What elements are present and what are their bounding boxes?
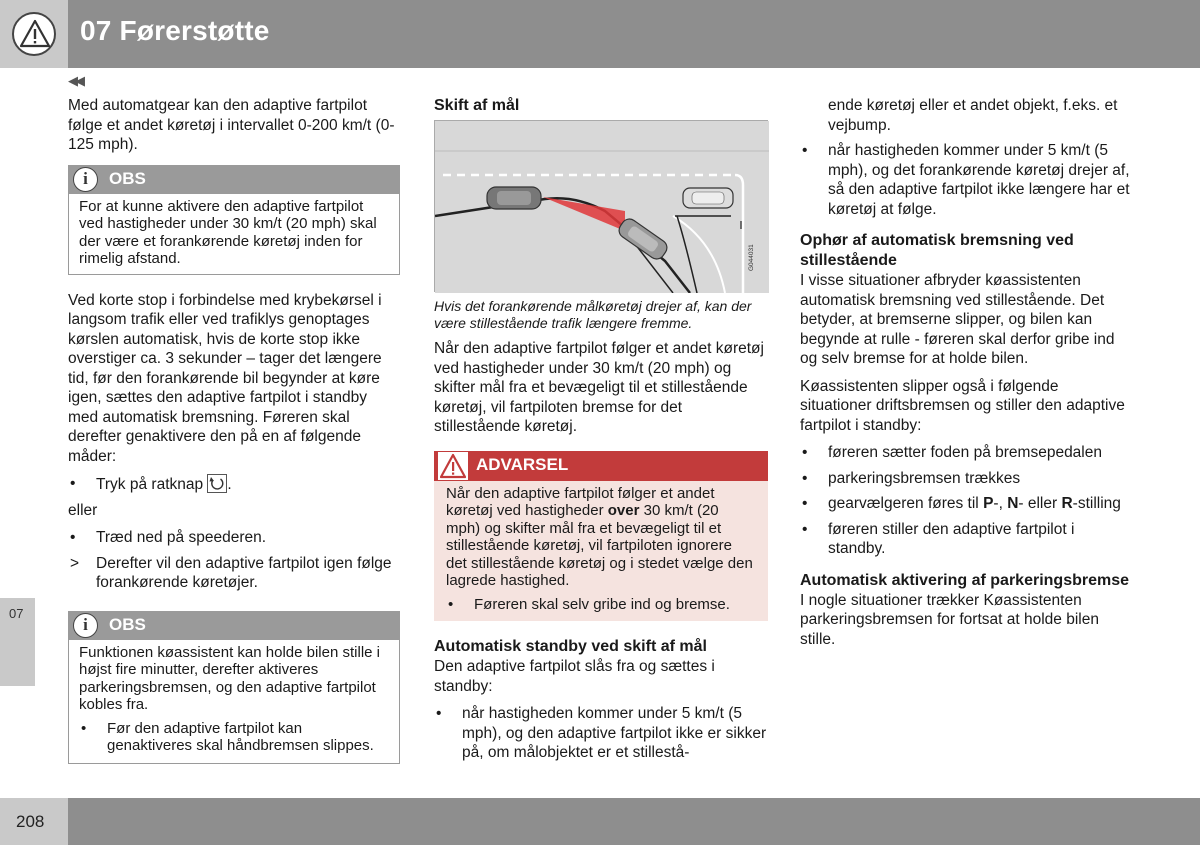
list-item-text: Træd ned på speederen. <box>96 529 267 546</box>
list-item-text: føreren stiller den adaptive fartpilot i standby. <box>828 520 1075 557</box>
continued-marker: ◀◀ <box>68 73 82 88</box>
side-tab-label: 07 <box>9 606 24 621</box>
obs-header <box>69 612 399 640</box>
figure-code: G044031 <box>748 244 755 271</box>
paragraph: Ved korte stop i forbindelse med krybekørsel i langsom trafik eller ved trafiklys genoptages kørslen automatisk, hvis de korte stop ikke overstiger ca. 3 sekunder – tager det længere tid, før den forankørende bil begynder at køre igen, sættes den adaptive fartpilot i standby med automatisk bremsning. Føreren skal derefter genaktivere den på en af følgende måder: <box>68 291 382 465</box>
eller-text: eller <box>68 501 98 519</box>
column-2 <box>434 96 768 769</box>
obs-box-1 <box>68 165 400 275</box>
bullet-dot-icon: • <box>802 495 808 512</box>
warning-text-bold: over <box>607 502 640 519</box>
obs-text: Funktionen køassistent kan holde bilen stille i højst fire minutter, derefter aktiveres parkeringsbremsen, og den adaptive fartpilot kobles fra. <box>79 643 380 713</box>
bullet-dot-icon: • <box>802 520 808 538</box>
bullet-dot-icon: • <box>802 444 808 461</box>
resume-button-icon <box>207 474 227 493</box>
warning-text <box>446 485 756 590</box>
warning-title: ADVARSEL <box>476 454 569 474</box>
bullet-dot-icon: • <box>436 705 442 722</box>
section-heading: Skift af mål <box>434 97 520 114</box>
obs-title: OBS <box>109 168 146 188</box>
obs-text: For at kunne aktivere den adaptive fartpilot ved hastigheder under 30 km/t (20 mph) skal der være et forankørende køretøj inden for rimelig afstand. <box>79 197 377 267</box>
list-item <box>800 141 1134 219</box>
header-icon-area <box>0 0 68 68</box>
list-item <box>800 520 1134 559</box>
info-icon: i <box>73 613 98 638</box>
chapter-side-tab <box>0 598 35 686</box>
list-item <box>68 554 400 593</box>
list-item <box>800 494 1134 514</box>
warning-header <box>434 451 768 481</box>
warning-box <box>434 451 768 622</box>
warning-triangle-icon <box>438 452 468 480</box>
warning-text-part: 30 km/t (20 mph) og skifter mål fra et bevægeligt til et stillestående køretøj, vil fartpiloten ignorere det stillestående køretøj og i stedet vælge den lagrede hastighed. <box>446 502 753 589</box>
obs-title: OBS <box>109 614 146 634</box>
bullet-dot-icon: • <box>802 142 808 159</box>
section-heading: Automatisk standby ved skift af mål <box>434 638 707 655</box>
list-item <box>68 474 400 495</box>
list-item-text: når hastigheden kommer under 5 km/t (5 mph), og den adaptive fartpilot ikke er sikker på, om målobjektet er et stillestå- <box>462 705 767 761</box>
paragraph: Køassistenten slipper også i følgende situationer driftsbremsen og stiller den adaptive fartpilot i standby: <box>800 377 1125 434</box>
list-item-text: Tryk på ratknap <box>96 476 204 493</box>
list-item <box>68 528 400 548</box>
page-number: 208 <box>16 812 45 831</box>
chapter-title: 07 Førerstøtte <box>80 15 270 46</box>
obs-box-2 <box>68 611 400 764</box>
bullet-dot-icon: • <box>70 529 76 546</box>
bullet-dot-icon: • <box>81 719 87 737</box>
obs-header <box>69 166 399 194</box>
list-item <box>800 469 1134 489</box>
list-item-text: gearvælgeren føres til P-, N- eller R-stilling <box>828 495 1121 512</box>
list-item-continued <box>800 96 1134 135</box>
figure-caption: Hvis det forankørende målkøretøj drejer af, kan der være stillestående trafik længere fremme. <box>434 298 752 331</box>
column-3 <box>800 96 1134 657</box>
paragraph: Den adaptive fartpilot slås fra og sættes i standby: <box>434 658 715 695</box>
page-footer <box>0 798 1200 845</box>
list-item-text: Før den adaptive fartpilot kan genaktiveres skal håndbremsen slippes. <box>107 719 374 754</box>
paragraph: I nogle situationer trækker Køassistenten parkeringsbremsen for fortsat at holde bilen stille. <box>800 591 1099 648</box>
paragraph: I visse situationer afbryder køassistenten automatisk bremsning ved stillestående. Det betyder, at bremserne slipper, og bilen kan begynde at rulle - føreren skal derfor gribe ind og selv bremse for at holde bilen. <box>800 272 1115 367</box>
section-heading: Automatisk aktivering af parkeringsbremse <box>800 571 1130 589</box>
list-item-end: . <box>227 476 232 493</box>
bullet-dot-icon: • <box>70 475 76 492</box>
warning-text-part: Når den adaptive fartpilot følger et andet køretøj ved hastigheder <box>446 484 715 519</box>
list-item-text: ende køretøj eller et andet objekt, f.eks. et vejbump. <box>828 97 1118 134</box>
bullet-dot-icon: • <box>802 469 808 487</box>
list-item <box>79 720 389 755</box>
info-icon: i <box>73 167 98 192</box>
intro-paragraph: Med automatgear kan den adaptive fartpilot følge et andet køretøj i intervallet 0-200 km/t (0-125 mph). <box>68 97 395 153</box>
result-arrow-icon: > <box>70 554 80 572</box>
list-item-text: føreren sætter foden på bremsepedalen <box>828 444 1102 461</box>
list-item <box>800 443 1134 463</box>
column-1 <box>68 96 400 780</box>
bullet-dot-icon: • <box>448 595 454 613</box>
target-change-illustration <box>434 120 768 292</box>
section-heading: Ophør af automatisk bremsning ved stillestående <box>800 232 1074 269</box>
list-item <box>446 596 756 614</box>
list-item-text: Derefter vil den adaptive fartpilot igen følge forankørende køretøjer. <box>96 554 392 591</box>
list-item-text: parkeringsbremsen trækkes <box>828 469 1021 487</box>
paragraph: Når den adaptive fartpilot følger et andet køretøj ved hastigheder under 30 km/t (20 mph) og skifter mål fra et bevægeligt til et stillestående køretøj, vil fartpiloten bremse for det stillestående køretøj. <box>434 340 764 435</box>
list-item-text: når hastigheden kommer under 5 km/t (5 mph), og det forankørende køretøj drejer af, så den adaptive fartpilot ikke længere har et køretøj at følge. <box>828 142 1130 218</box>
list-item <box>434 704 768 763</box>
warning-triangle-icon <box>12 12 56 56</box>
list-item-text: Føreren skal selv gribe ind og bremse. <box>474 595 730 613</box>
